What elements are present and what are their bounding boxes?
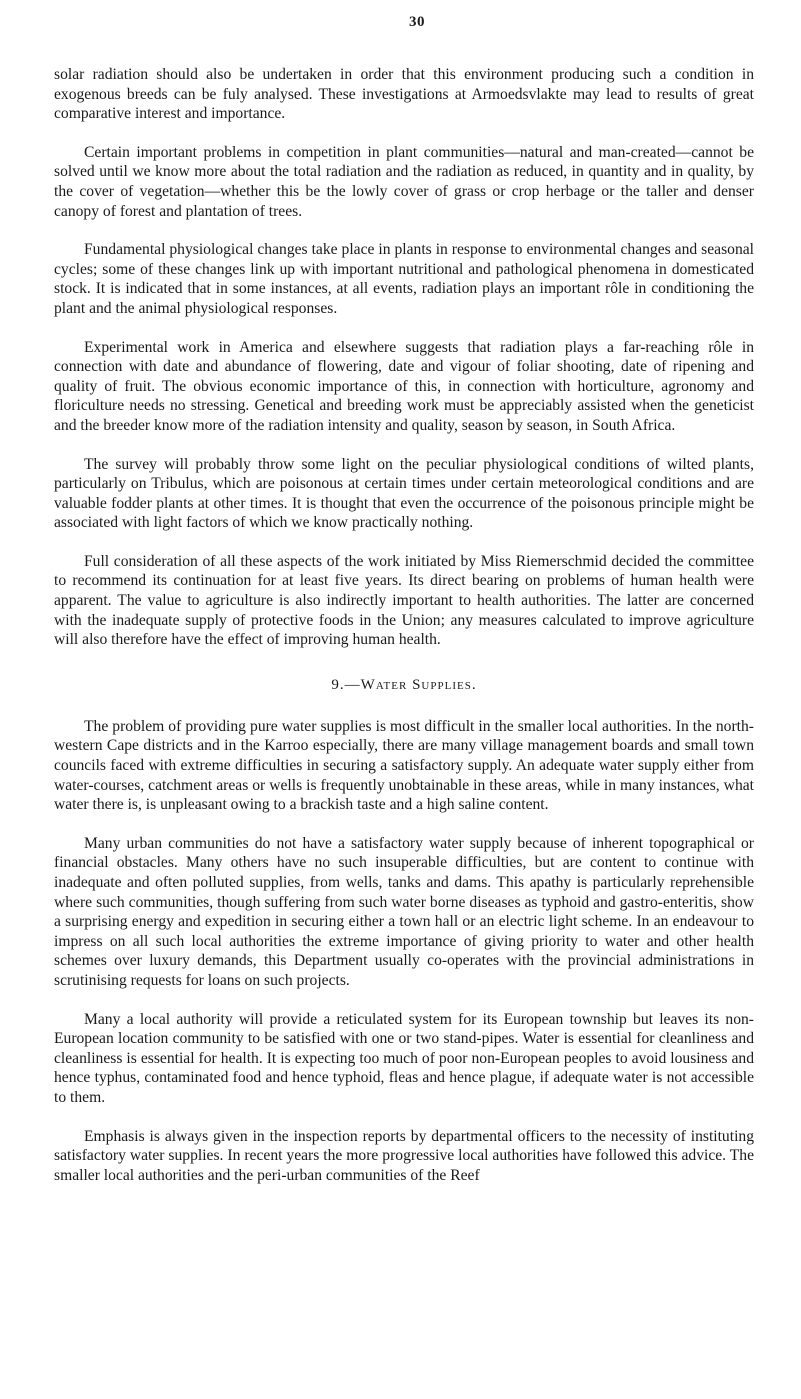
paragraph-plant-communities: Certain important problems in competition in plant communities—natural and man-created—cannot be solved until we know more about the total radiation and the radiation as reduced, in quantity and in quality, by the cover of vegetation—whether this be the lowly cover of grass or crop herbage or the taller and denser canopy of forest and plantation of trees. <box>54 143 754 220</box>
paragraph-reticulated-system: Many a local authority will provide a reticulated system for its European township but leaves its non-European location community to be satisfied with one or two stand-pipes. Water is essential for cleanliness and cleanliness is essential for health. It is expecting too much of poor non-European peoples to avoid lousiness and hence typhus, contaminated food and hence typhoid, fleas and hence plague, if adequate water is not accessible to them. <box>54 1010 754 1106</box>
paragraph-full-consideration: Full consideration of all these aspects of the work initiated by Miss Riemerschmid decided the committee to recommend its continuation for at least five years. Its direct bearing on problems of human health were apparent. The value to agriculture is also indirectly important to health authorities. The latter are concerned with the inadequate supply of protective foods in the Union; any measures calculated to improve agriculture will also therefore have the effect of improving human health. <box>54 552 754 649</box>
paragraph-urban-communities: Many urban communities do not have a satisfactory water supply because of inherent topographical or financial obstacles. Many others have no such insuperable difficulties, but are content to continue with inadequate and often polluted supplies, from wells, tanks and dams. This apathy is particularly reprehensible where such communities, though suffering from such water borne diseases as typhoid and gastro-enteritis, show a surprising energy and expedition in securing either a town hall or an electric light scheme. In an endeavour to impress on all such local authorities the extreme importance of giving priority to water and other health schemes over luxury demands, this Department usually co-operates with the provincial administrations in scrutinising requests for loans on such projects. <box>54 834 754 989</box>
paragraph-wilted-plants: The survey will probably throw some light on the peculiar physiological conditions of wilted plants, particularly on Tribulus, which are poisonous at certain times under certain meteorological conditions and are valuable fodder plants at other times. It is thought that even the occurrence of the poisonous principle might be associated with light factors of which we know practically nothing. <box>54 455 754 532</box>
paragraph-emphasis: Emphasis is always given in the inspection reports by departmental officers to the necessity of instituting satisfactory water supplies. In recent years the more progressive local authorities have followed this advice. The smaller local authorities and the peri-urban communities of the Reef <box>54 1127 754 1184</box>
paragraph-solar-radiation: solar radiation should also be undertaken in order that this environment producing such a condition in exogenous breeds can be fuly analysed. These investigations at Armoedsvlakte may lead to results of great comparative interest and importance. <box>54 66 754 123</box>
paragraph-physiological-changes: Fundamental physiological changes take place in plants in response to environmental changes and seasonal cycles; some of these changes link up with important nutritional and pathological phenomena in domesticated stock. It is indicated that in some instances, at all events, radiation plays an important rôle in conditioning the plant and the animal physiological responses. <box>54 241 754 317</box>
paragraph-water-problem: The problem of providing pure water supplies is most difficult in the smaller local authorities. In the north-western Cape districts and in the Karroo especially, there are many village management boards and small town councils faced with extreme difficulties in securing a satisfactory supply. An adequate water supply either from water-courses, catchment areas or wells is frequently unobtainable in these areas, while in many instances, what water there is, is unpleasant owing to a brackish taste and a high saline content. <box>54 717 754 814</box>
document-page <box>54 14 754 1204</box>
section-title: Water Supplies. <box>360 676 477 693</box>
section-number: 9.— <box>331 676 361 693</box>
page-number: 30 <box>409 14 425 30</box>
section-heading <box>54 677 754 694</box>
paragraph-experimental-work: Experimental work in America and elsewhere suggests that radiation plays a far-reaching rôle in connection with date and abundance of flowering, date and vigour of foliar shooting, date of ripening and quality of fruit. The obvious economic importance of this, in connection with horticulture, agronomy and floriculture needs no stressing. Genetical and breeding work must be appreciably assisted when the geneticist and the breeder know more of the radiation intensity and quality, season by season, in South Africa. <box>54 338 754 434</box>
